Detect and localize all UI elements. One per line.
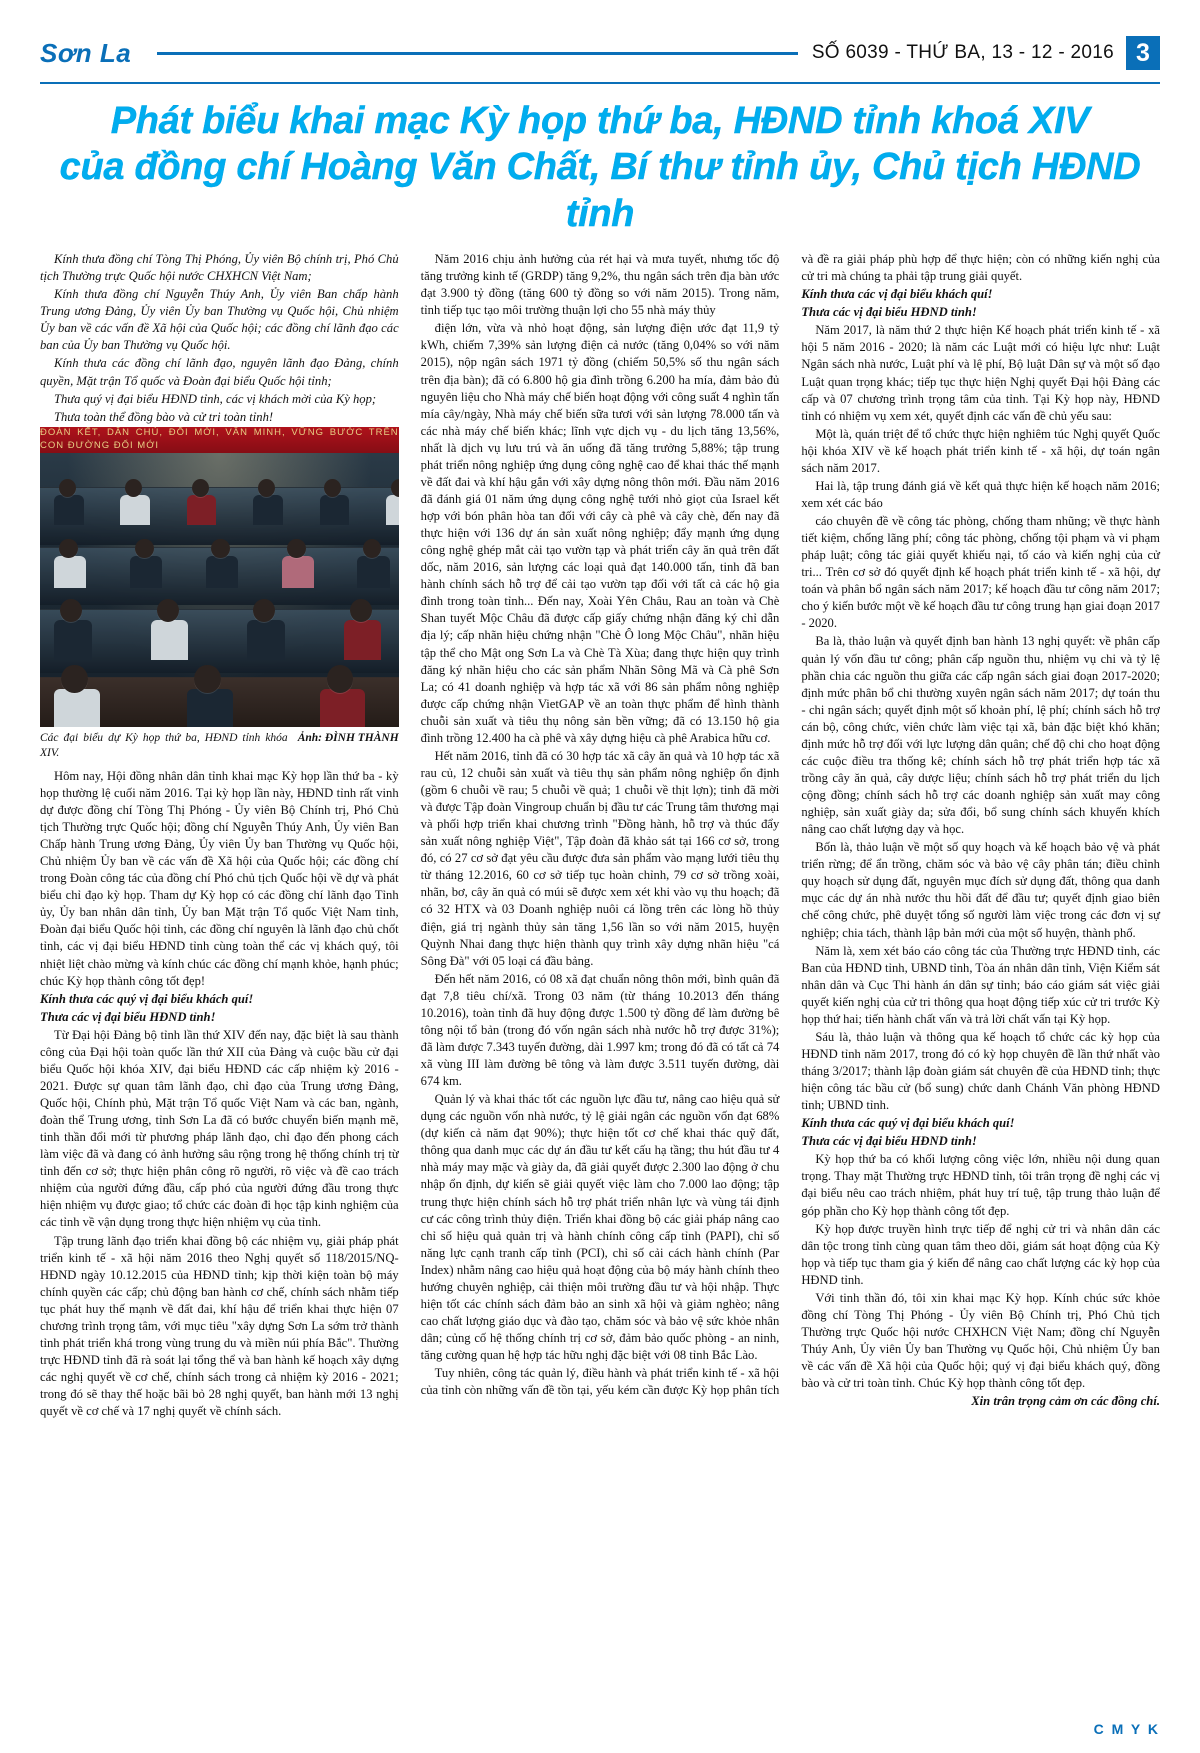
article-paragraph: Kính thưa các đồng chí lãnh đạo, nguyên lãnh đạo Đảng, chính quyền, Mặt trận Tổ quốc và Đoàn đại biểu Quốc hội tỉnh; <box>40 356 399 388</box>
photo-delegate-body <box>54 689 100 727</box>
article-paragraph: Hết năm 2016, tỉnh đã có 30 hợp tác xã cây ăn quả và 10 hợp tác xã rau củ, 12 chuỗi sản xuất và tiêu thụ sản phẩm nông nghiệp ổn định (gồm 6 chuỗi về rau; 5 chuỗi về quả; 1 chuỗi về thịt lợn); tinh đã mời và được Tập đoàn Vingroup chuẩn bị đầu tư các Trung tâm thương mại và phối hợp triển khai chương trình "Đồng hành, hỗ trợ và thúc đẩy sản xuất nông nghiệp Việt", Tập đoàn đã khảo sát tại 166 cơ sở, trong đó, có 27 cơ sở đạt yêu cầu được đưa sản phẩm vào mạng lưới tiêu thụ từ tháng 12.2016, 60 cơ sở tiếp tục hoàn chỉnh, 79 cơ sở trồng xoài, nhãn, bơ, cây ăn quả có múi sẽ được xem xét khi vào vụ thu hoạch; đã có 32 HTX và 03 Doanh nghiệp nuôi cá lồng trên các lòng hồ thủy điện, giá trị ngành thủy sản tăng 1,56 lần so với năm 2015, huyện Quỳnh Nhai đang thực hiện thành quy trình xây dựng nhãn hiệu "cá Sông Đà" với 05 loại cá đầu bảng. <box>420 748 780 968</box>
photo-caption-text: Các đại biểu dự Kỳ họp thứ ba, HĐND tỉnh khóa XIV. <box>40 731 288 760</box>
article-paragraph: Bốn là, thảo luận về một số quy hoạch và kế hoạch bảo vệ và phát triển rừng; để ẩn trồng, chăm sóc và bảo vệ cây phân tán; điều chỉnh quy hoạch sử dụng đất, nguyên mục đích sử dụng đất, thông qua danh mục các dự án nhà nước thu hồi đất để đầu tư; quyết định giao biên chế công chức, phê duyệt tổng số người làm việc trong các đơn vị sự nghiệp; chia tách, thành lập bản mới của một số huyện, thành phố. <box>801 840 1160 940</box>
publication-name: Sơn La <box>40 37 132 68</box>
article-paragraph: Quản lý và khai thác tốt các nguồn lực đầu tư, nâng cao hiệu quả sử dụng các nguồn vốn nhà nước, tỷ lệ giải ngân các nguồn vốn đạt 68% (dự kiến cả năm đạt 90%); thực hiện tốt cơ chế khai thác quỹ đất, thông qua danh mục các dự án đầu tư kết cấu hạ tầng; thu hút đầu tư 4 nhà máy may mặc và giày da, đã giải quyết được 2.300 lao động ở chu nhập ổn định, dự kiến sẽ giải quyết việc làm cho 7.000 lao động; tập trung thực hiện chính sách hỗ trợ phát triển nhân lực và vùng tái định cư các công trình thủy điện. Triển khai đồng bộ các giải pháp nâng cao chỉ số hiệu quả quản trị và hành chính công cấp tỉnh (PAPI), chỉ số năng lực cạnh tranh cấp tỉnh (PCI), chỉ số cải cách hành chính (Par Index) nhằm nâng cao hiệu quả hoạt động của bộ máy hành chính theo hướng chuyên nghiệp, cải thiện môi trường đầu tư và hội nhập. Thực hiện tốt các chính sách đảm bảo an sinh xã hội và giảm nghèo; nâng cao chất lượng giáo dục và đào tạo, chăm sóc và bảo vệ sức khỏe nhân dân; củng cố hệ thống chính trị cơ sở, đảm bảo quốc phòng - an ninh, tăng cường quan hệ hợp tác hữu nghị đặc biệt với 08 tỉnh Bắc Lào. <box>420 1092 780 1363</box>
photo-delegate-head <box>350 599 372 622</box>
photo-delegate-head <box>125 479 142 497</box>
photo-delegate-head <box>287 539 306 559</box>
article-body <box>40 251 1160 1420</box>
photo-delegate-body <box>247 620 285 660</box>
masthead-divider <box>157 52 798 55</box>
article-paragraph: Thưa các vị đại biểu HĐND tỉnh! <box>801 305 977 320</box>
article-paragraph: Ba là, thảo luận và quyết định ban hành 13 nghị quyết: về phân cấp quản lý vốn đầu tư công; phân cấp nguồn thu, nhiệm vụ chi và tỷ lệ phần chia các nguồn thu giữa các cấp ngân sách giai đoạn 2017-2020; định mức phân bổ chi thường xuyên ngân sách năm 2017; dự toán thu - chi ngân sách; quyết định một số khoản phí, lệ phí; chính sách hỗ trợ cán bộ, công chức, viên chức làm việc tại xã, bản đặc biệt khó khăn; định mức hỗ trợ đối với lực lượng dân quân; chế độ chi cho hoạt động các cuộc điều tra thống kê; chính sách hỗ trợ phát triển hợp tác xã trồng cây ăn quả, cây dược liệu; chính sách hỗ trợ phát triển du lịch cộng đồng; chính sách hỗ trợ các doanh nghiệp sản xuất may công nghiệp, sản xuất giày da; sửa đổi, bổ sung chính sách khuyến khích nâng cao chất lượng dạy và học. <box>801 634 1160 837</box>
photo-delegate-body <box>320 495 350 525</box>
article-paragraph: Kính thưa các quý vị đại biểu khách quí! <box>40 991 254 1006</box>
article-paragraph: điện lớn, vừa và nhỏ hoạt động, sản lượng điện ước đạt 11,9 tỷ kWh, chiếm 7,39% sản lượng điện cả nước (tăng 0,04% so với năm 2015), nộp ngân sách 1971 tỷ đồng (chiếm 50,5% số thu ngân sách trên địa bàn); đã có 6.800 hộ gia đình trồng 6.200 ha mía, đảm bảo đủ nguyên liệu cho Nhà máy chế biến hoạt động với công suất 4 nghìn tấn mía cây/ngày, Nhà máy chế biến sữa tươi với sản lượng 78.000 tấn và các nhà máy chế biến khác; lĩnh vực dịch vụ - du lịch tăng 13,56%, nhất là dịch vụ lưu trú và ăn uống đã tăng trưởng 5,88%; tập trung phát triển nông nghiệp ứng dụng công nghệ cao để khai thác thế mạnh về đất đai và khí hậu gắn với xây dựng nông thôn mới. Đầu năm 2016 đã đánh giá 01 năm ứng dụng công nghệ tưới nhỏ giọt của Israel kết hợp với bón phân hòa tan đối với cây cà phê và cây chè, đến nay đã thực hiện với 136 dự án sản xuất nông nghiệp; đẩy mạnh ứng dụng công nghệ ghép mắt cải tạo vườn tạp và phát triển cây ăn quả trên đất dốc, năm 2016, sản lượng các loại quả đạt 140.000 tấn, tinh đã ban hành chính sách hỗ trợ để cải tạo vườn tạp đối với tất cả các hộ gia đình trong toàn tỉnh... Đến nay, Xoài Yên Châu, Rau an toàn và Chè Shan tuyết Mộc Châu đã được cấp giấy chứng nhận đăng ký chỉ dẫn địa lý; cấp nhãn hiệu chứng nhận "Chè Ô long Mộc Châu", nhãn hiệu tập thể cho Mật ong Sơn La và Chè Tà Xùa; đang thực hiện quy trình đăng ký nhãn hiệu cho các sản phẩm Nhãn Sông Mã và Cà phê Sơn La; có 41 doanh nghiệp và hợp tác xã với 86 sản phẩm nông nghiệp được cấp chứng nhận VietGAP về an toàn thực phẩm để hình thành chuỗi sản xuất và tiêu thụ nông sản bền vững; đã có 13.150 hộ gia đình trồng 12.400 ha cà phê và xây dựng hiệu cà phê Arabica hữu cơ. <box>420 321 780 745</box>
article-paragraph: Kỳ họp thứ ba có khối lượng công việc lớn, nhiều nội dung quan trọng. Thay mặt Thường trực HĐND tỉnh, tôi trân trọng đề nghị các vị đại biểu nêu cao trách nhiệm, phát huy trí tuệ, tập trung thảo luận để góp phần cho Kỳ họp thành công tốt đẹp. <box>801 1152 1160 1218</box>
article-paragraph: Thưa các vị đại biểu HĐND tỉnh! <box>40 1009 216 1024</box>
article-paragraph: Với tinh thần đó, tôi xin khai mạc Kỳ họp. Kính chúc sức khỏe đồng chí Tòng Thị Phóng - Ủy viên Bộ Chính trị, Phó Chủ tịch Thường trực Quốc hội nước CHXHCN Việt Nam; đồng chí Nguyễn Thúy Anh, Ủy viên Ủy ban Thường vụ Quốc hội, Chủ nhiệm Ủy ban về các vấn đề Xã hội của Quốc hội; quý vị đại biểu khách quý, đồng bào và cử tri toàn tỉnh. Chúc Kỳ họp thành công tốt đẹp. <box>801 1290 1160 1391</box>
photo-delegate-body <box>206 556 238 588</box>
headline-line-1: Phát biểu khai mạc Kỳ họp thứ ba, HĐND tỉnh khoá XIV <box>110 100 1090 142</box>
article-paragraph: Một là, quán triệt để tổ chức thực hiện nghiêm túc Nghị quyết Quốc hội khóa XIV về kế hoạch phát triển kinh tế - xã hội, dự toán ngân sách năm 2017. <box>801 426 1160 475</box>
photo-stage-banner: ĐOÀN KẾT, DÂN CHỦ, ĐỔI MỚI, VĂN MINH, VỮNG BƯỚC TRÊN CON ĐƯỜNG ĐỔI MỚI <box>40 426 399 451</box>
issue-info: SỐ 6039 - THỨ BA, 13 - 12 - 2016 <box>811 42 1114 63</box>
photo-delegate-head <box>258 479 275 497</box>
article-paragraph: Hai là, tập trung đánh giá về kết quả thực hiện kế hoạch năm 2016; xem xét các báo <box>801 478 1160 510</box>
photo-delegate-body <box>253 495 283 525</box>
photo-delegate-body <box>54 495 84 525</box>
article-paragraph: Tập trung lãnh đạo triển khai đồng bộ các nhiệm vụ, giải pháp phát triển kinh tế - xã hội năm 2016 theo Nghị quyết số 118/2015/NQ-HĐND ngày 10.12.2015 của HĐND tỉnh; kịp thời kiện toàn bộ máy chính quyền các cấp; chủ động ban hành cơ chế, chính sách nhằm tiếp tục phát huy thế mạnh về đất đai, khí hậu để triển khai thực hiện 07 chương trình trọng tâm, với mục tiêu "xây dựng Sơn La sớm trở thành tỉnh phát triển khá trong vùng trung du và miền núi phía Bắc". Thường trực HĐND tỉnh đã rà soát lại tổng thể và ban hành kế hoạch xây dựng các nghị quyết về cơ chế, chính sách trong cả nhiệm kỳ 2016 - 2021; trong đó sẽ thay thế hoặc bãi bỏ 28 nghị quyết, ban hành mới 13 nghị quyết về cơ chế và 17 nghị quyết về chính sách. <box>40 1233 399 1419</box>
photo-delegate-body <box>54 556 86 588</box>
article-paragraph: cáo chuyên đề về công tác phòng, chống tham nhũng; về thực hành tiết kiệm, chống lãng phí; công tác phòng, chống tội phạm và vi phạm pháp luật; công tác giải quyết khiếu nại, tố cáo và kiến nghị của cử tri... Trên cơ sở đó quyết định kế hoạch phát triển kinh tế - xã hội, dự toán và phân bổ ngân sách năm 2017; kế hoạch đầu tư công năm 2017; cho ý kiến bước một về kế hoạch đầu tư công trung hạn giai đoạn 2017 - 2020. <box>801 514 1160 631</box>
article-paragraph: Kính thưa các quý vị đại biểu khách quí! <box>801 1116 1015 1131</box>
article-paragraph: Sáu là, thảo luận và thông qua kế hoạch tổ chức các kỳ họp của HĐND tỉnh năm 2017, trong đó có kỳ họp chuyên đề lần thứ nhất vào tháng 3/2017; thành lập đoàn giám sát chuyên đề của HĐND tỉnh; thực hiện công tác bầu cử (bổ sung) chức danh Chánh Văn phòng HĐND tỉnh; UBND tỉnh. <box>801 1029 1160 1113</box>
photo-delegate-body <box>386 495 399 525</box>
photo-image <box>40 427 399 727</box>
photo-delegate-head <box>59 479 76 497</box>
article-paragraph: Năm 2016 chịu ảnh hưởng của rét hại và mưa tuyết, nhưng tốc độ tăng trưởng kinh tế (GRDP) tăng 9,2%, thu ngân sách trên địa bàn ước đạt 3.900 tỷ đồng (tăng 600 tỷ đồng so với năm 2015). Trong năm, tỉnh tiếp tục tạo môi trường thuận lợi cho 55 nhà máy thủy <box>420 252 780 318</box>
photo-delegate-head <box>61 665 88 693</box>
photo-delegate-body <box>120 495 150 525</box>
article-paragraph: Thưa quý vị đại biểu HĐND tỉnh, các vị khách mời của Kỳ họp; <box>54 391 377 406</box>
photo-delegate-head <box>211 539 230 559</box>
article-paragraph: Từ Đại hội Đảng bộ tỉnh lần thứ XIV đến nay, đặc biệt là sau thành công của Đại hội toàn quốc lần thứ XII của Đảng và cuộc bầu cử đại biểu Quốc hội khóa XIV, đại biểu HĐND các cấp nhiệm kỳ 2016 - 2021. Được sự quan tâm lãnh đạo, chỉ đạo của Trung ương Đảng, Quốc hội, Chính phủ, Mặt trận Tổ quốc Việt Nam và các ban, ngành, đoàn thể Trung ương, tỉnh Sơn La đã có bước chuyển biến mạnh mẽ, tinh thần đổi mới từ phương pháp lãnh đạo, chỉ đạo đến phong cách làm việc đã và đang có ảnh hưởng sâu rộng trong hệ thống chính trị từ tỉnh đến cơ sở; thực hiện phân công rõ người, rõ việc và đề cao trách nhiệm của người đứng đầu, cấp phó của người đứng đầu trong thực hiện nhiệm vụ được giao; tổ chức các đoàn đi học tập kinh nghiệm của các tỉnh về vận dụng trong thực hiện nhiệm vụ của tỉnh. <box>40 1027 399 1230</box>
article-paragraph: Năm là, xem xét báo cáo công tác của Thường trực HĐND tỉnh, các Ban của HĐND tỉnh, UBND tỉnh, Tòa án nhân dân tỉnh, Viện Kiểm sát nhân dân và Cục Thi hành án dân sự tỉnh; báo cáo giám sát việc giải quyết kiến nghị của cử tri thông qua hoạt động tiếp xúc cử tri trước Kỳ họp thứ hai; tiến hành chất vấn và trả lời chất vấn tại Kỳ họp. <box>801 943 1160 1026</box>
photo-delegate-body <box>54 620 92 660</box>
photo-delegate-body <box>187 689 233 727</box>
masthead <box>40 30 1160 76</box>
article-paragraph: Kính thưa các vị đại biểu khách quí! <box>801 287 993 302</box>
article-paragraph: Kính thưa đồng chí Tòng Thị Phóng, Ủy viên Bộ chính trị, Phó Chủ tịch Thường trực Quốc hội nước CHXHCN Việt Nam; <box>40 252 399 284</box>
photo-delegate-body <box>357 556 389 588</box>
photo-delegate-head <box>194 665 221 693</box>
photo-delegate-head <box>135 539 154 559</box>
article-paragraph: Hôm nay, Hội đồng nhân dân tỉnh khai mạc Kỳ họp lần thứ ba - kỳ họp thường lệ cuối năm 2016. Tại kỳ họp lần này, HĐND tỉnh rất vinh dự được đồng chí Tòng Thị Phóng - Ủy viên Bộ Chính trị, Phó Chủ tịch Thường trực Quốc hội; đồng chí Nguyễn Thúy Anh, Ủy viên Ban Chấp hành Trung ương Đảng, Ủy viên Ủy ban Thường vụ Quốc hội, Chủ nhiệm Ủy ban về các vấn đề Xã hội của Quốc hội; các đồng chí trong Đoàn công tác của đồng chí Phó chủ tịch Quốc hội về dự và phát biểu chỉ đạo kỳ họp. Tham dự Kỳ họp có các đồng chí lãnh đạo Tỉnh ủy, Ủy ban nhân dân tỉnh, Ủy ban Mặt trận Tổ quốc Việt Nam tỉnh, Đoàn đại biểu Quốc hội tỉnh, các đồng chí nguyên là lãnh đạo chủ chốt tỉnh, các vị đại biểu HĐND tỉnh cùng toàn thể các vị khách quý, tôi nhiệt liệt chào mừng và kính chúc các đồng chí mạnh khỏe, hạnh phúc; chúc Kỳ họp thành công tốt đẹp! <box>40 768 399 988</box>
photo-delegate-head <box>253 599 275 622</box>
photo-delegate-body <box>320 689 366 727</box>
headline-line-2: của đồng chí Hoàng Văn Chất, Bí thư tỉnh ủy, Chủ tịch HĐND tỉnh <box>59 146 1141 235</box>
page-title <box>40 98 1160 237</box>
photo-delegate-body <box>282 556 314 588</box>
photo-delegate-head <box>327 665 354 693</box>
article-paragraph: Đến hết năm 2016, có 08 xã đạt chuẩn nông thôn mới, bình quân đã đạt 7,8 tiêu chí/xã. Trong 03 năm (từ tháng 10.2013 đến tháng 10.2016), toàn tỉnh đã huy động được 1.500 tỷ đồng để làm đường bê tông nội tổ bản (trong đó vốn ngân sách nhà nước hỗ trợ được 31%); đã làm được 7.343 tuyến đường, dài 1.997 km; trong đó đã có tất cả 74 xã vùng III làm đường bê tông và làm được 3.511 tuyến đường, dài 674 km. <box>420 971 780 1089</box>
article-paragraph: Kính thưa đồng chí Nguyễn Thúy Anh, Ủy viên Ban chấp hành Trung ương Đảng, Ủy viên Ủy ban Thường vụ Quốc hội, Chủ nhiệm Ủy ban về các vấn đề Xã hội của Quốc hội; các đồng chí lãnh đạo các ban của Ủy ban Thường vụ Quốc hội. <box>40 287 399 353</box>
article-paragraph: Xin trân trọng cảm ơn các đồng chí. <box>971 1394 1160 1409</box>
photo-delegate-head <box>192 479 209 497</box>
article-paragraph: Năm 2017, là năm thứ 2 thực hiện Kế hoạch phát triển kinh tế - xã hội 5 năm 2016 - 2020; là năm các Luật mới có hiệu lực như: Luật Ngân sách nhà nước, Luật phí và lệ phí, Bộ luật Dân sự và một số đạo Luật quan trọng khác; tiếp tục thực hiện Nghị quyết Đại hội Đảng các cấp và 07 chương trình trọng tâm của tỉnh. Tại Kỳ họp này, HĐND tỉnh có nhiệm vụ xem xét, quyết định các vấn đề chủ yếu sau: <box>801 323 1160 423</box>
article-paragraph: Thưa các vị đại biểu HĐND tỉnh! <box>801 1134 977 1149</box>
photo-delegate-head <box>60 599 82 622</box>
photo-caption <box>40 727 399 762</box>
photo-credit: Ảnh: ĐÌNH THÀNH <box>297 731 399 744</box>
photo-delegate-head <box>157 599 179 622</box>
photo-delegate-body <box>187 495 217 525</box>
article-paragraph: Thưa toàn thể đồng bào và cử tri toàn tỉnh! <box>54 409 274 424</box>
page-number: 3 <box>1126 36 1160 70</box>
headline-block <box>40 82 1160 237</box>
photo-delegate-body <box>130 556 162 588</box>
cmyk-marks: C M Y K <box>1093 1721 1160 1737</box>
photo-delegate-body <box>151 620 189 660</box>
article-paragraph: Tuy nhiên, công tác quản lý, điều hành và phát triển kinh tế - xã hội của tỉnh còn những vấn đề tồn tại, yếu kém cần được Kỳ họp phân tích và đề ra giải pháp phù hợp để thực hiện; còn có những kiến nghị của cử tri mà chúng ta phải tập trung giải quyết. <box>420 252 1160 1398</box>
article-photo-block <box>40 427 399 762</box>
article-paragraph: Kỳ họp được truyền hình trực tiếp để nghị cử tri và nhân dân các dân tộc trong tỉnh cùng quan tâm theo dõi, giám sát hoạt động của Kỳ họp và tiếp tục tham gia ý kiến để nâng cao chất lượng các kỳ họp của HĐND tỉnh. <box>801 1221 1160 1287</box>
photo-delegate-body <box>344 620 382 660</box>
